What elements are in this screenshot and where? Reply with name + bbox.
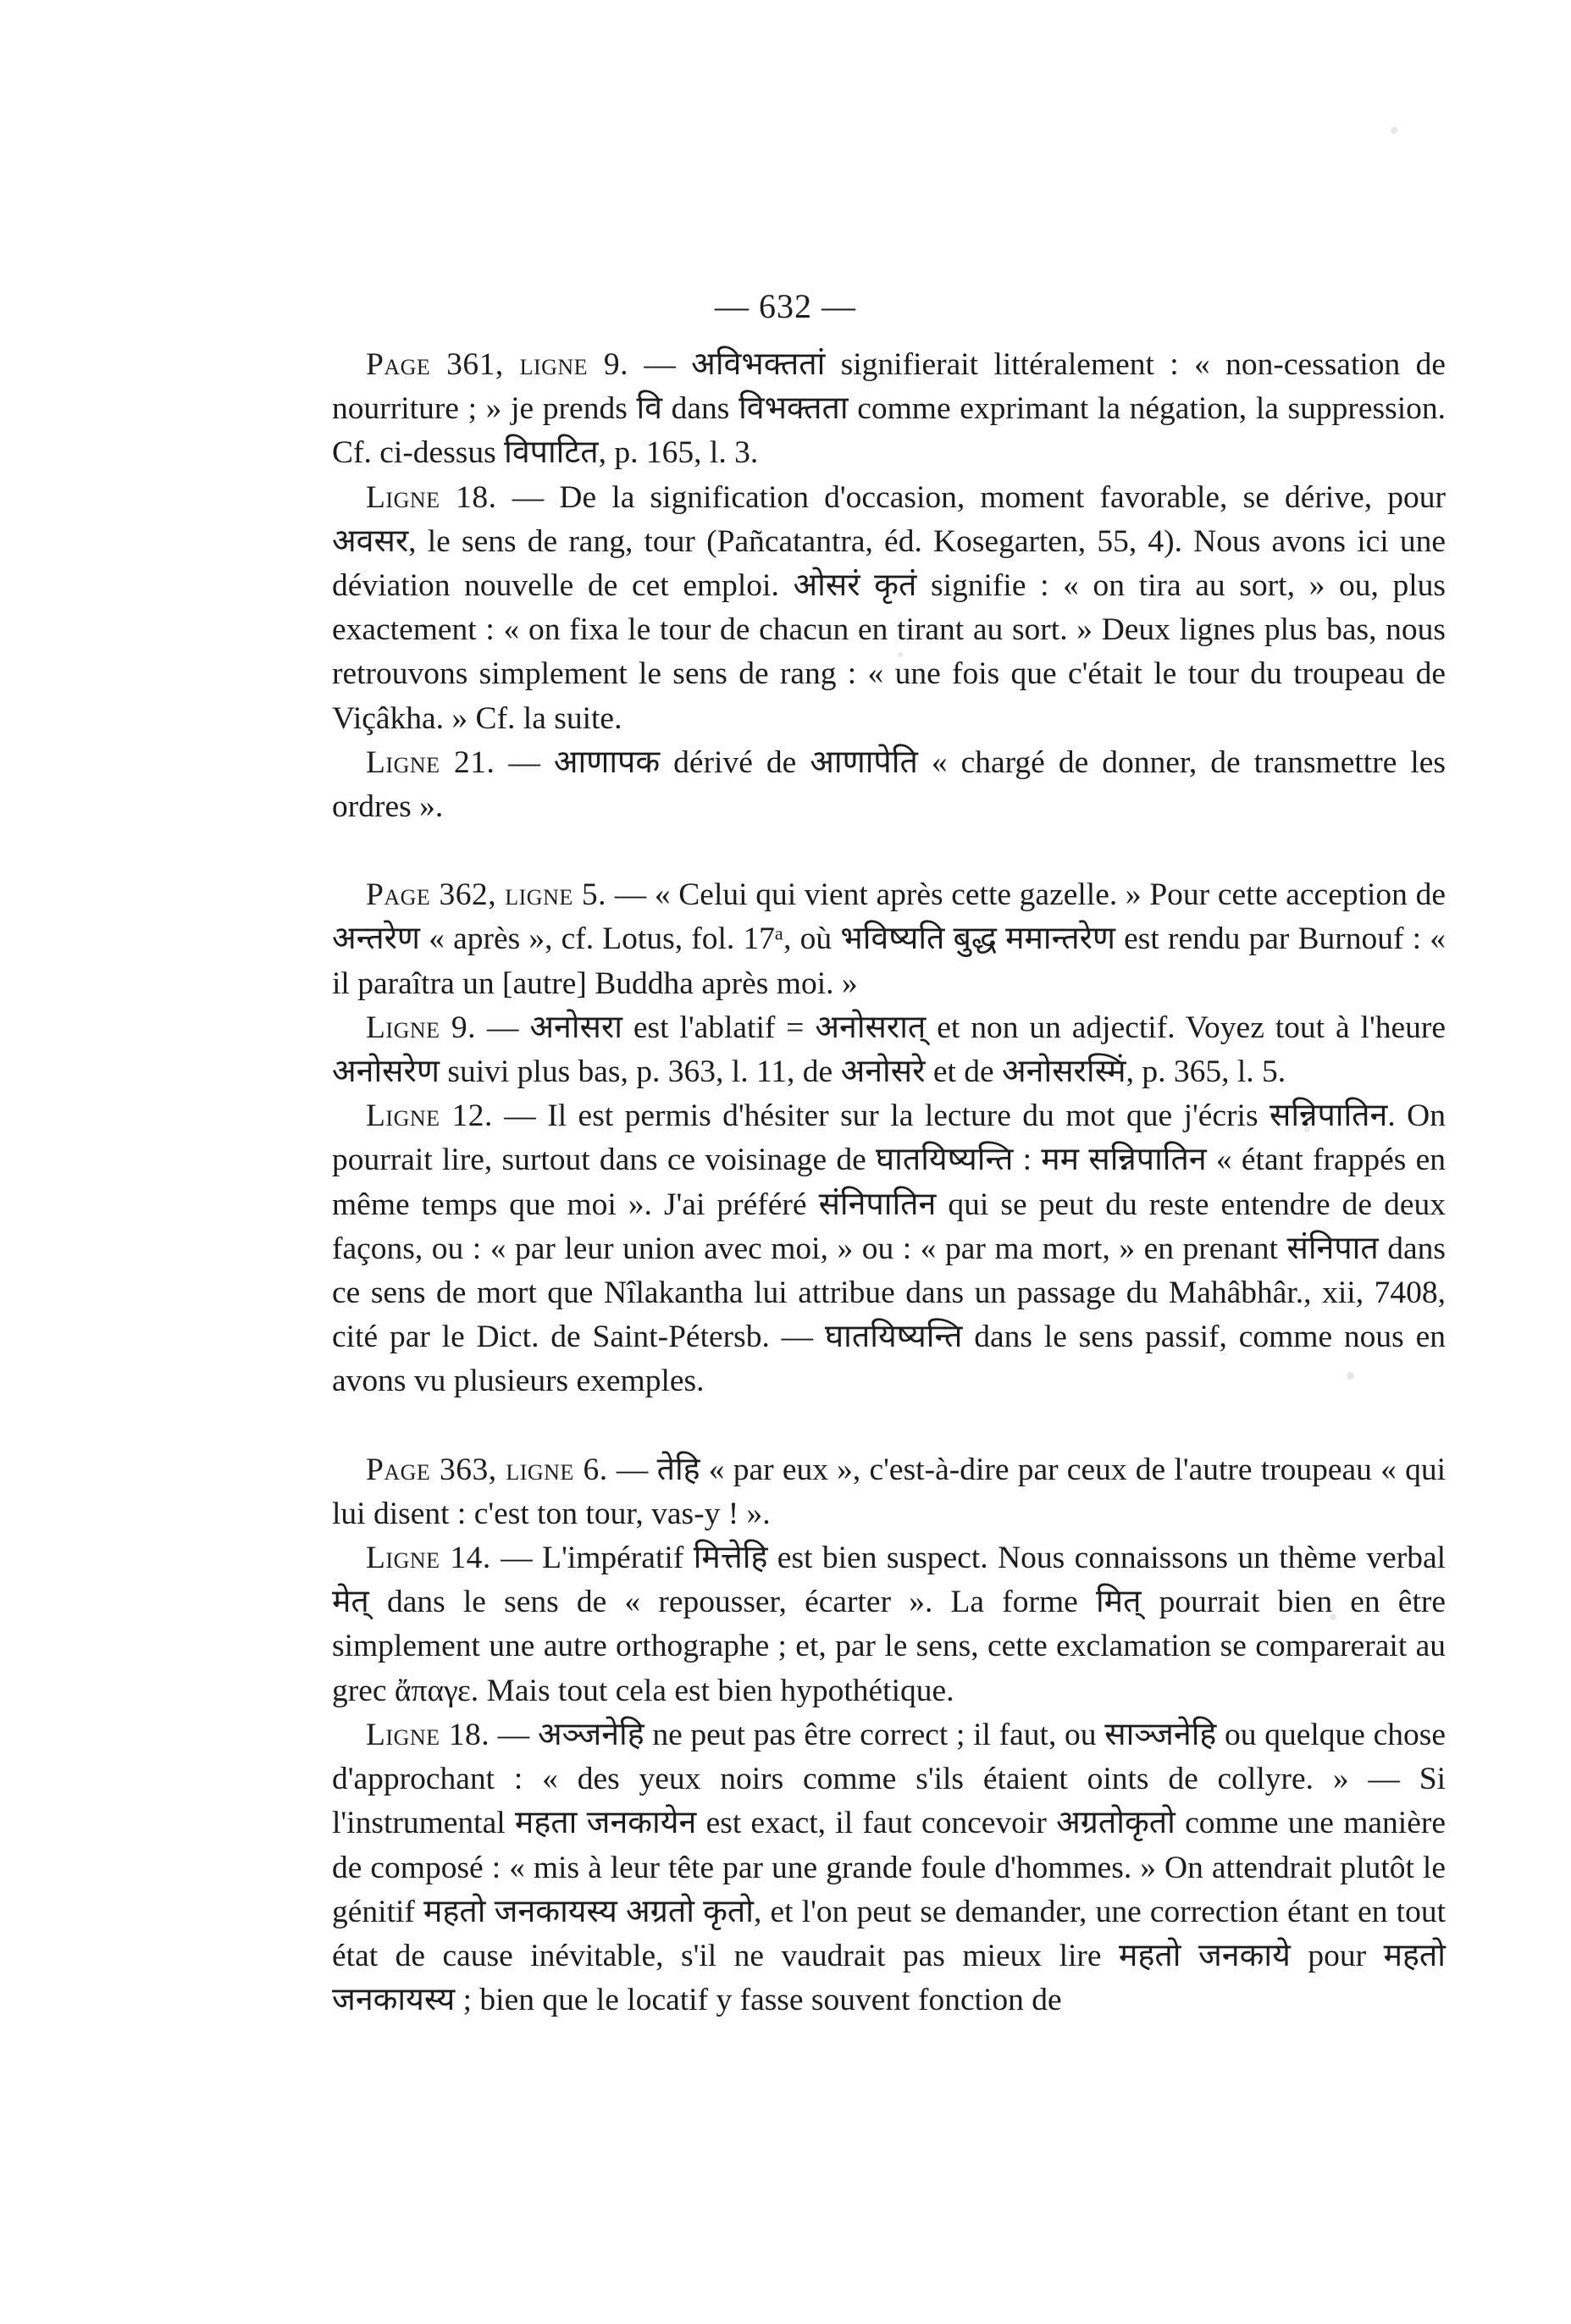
page-number: — 632 — [715,287,856,325]
note-entry [332,1536,1446,1713]
note-text: — L'impératif मित्तेहि est bien suspect. Nous connaissons un thème verbal मेत् dans le sens de « repousser, écarter ». La forme मित् pourrait bien en être simplement une autre orthographe ; et, par le sens, cette exclamation se comparerait au grec ἄπαγε. Mais tout cela est bien hypothétique. [332,1541,1447,1708]
note-text: — अञ्जनेहि ne peut pas être correct ; il faut, ou साञ्जनेहि ou quelque chose d'approchant : « des yeux noirs comme s'ils étaient oints de collyre. » — Si l'instrumental महता जनकायेन est exact, il faut concevoir अग्रतोकृतो comme une manière de composé : « mis à leur tête par une grande foule d'hommes. » On attendrait plutôt le génitif महतो जनकायस्य अग्रतो कृतो, et l'on peut se demander, une correction étant en tout état de cause inévitable, s'il ne vaudrait pas mieux lire महतो जनकाये pour महतो जनकायस्य ; bien que le locatif y fasse souvent fonction de [332,1717,1446,2018]
note-entry [332,343,1446,476]
note-entry [332,476,1446,741]
note-reference: Page 362, ligne 5. [366,877,607,913]
paper-speck [1391,127,1397,134]
note-text: — तेहि « par eux », c'est-à-dire par ceux de l'autre troupeau « qui lui disent : c'est ton tour, vas-y ! ». [332,1452,1447,1531]
note-reference: Ligne 18. [366,479,497,515]
note-reference: Ligne 12. [366,1098,493,1134]
note-text: — Il est permis d'hésiter sur la lecture du mot que j'écris सन्निपातिन. On pourrait lire, surtout dans ce voisinage de घातयिष्यन्ति : मम सन्निपातिन « étant frappés en même temps que moi ». J'ai préféré संनिपातिन qui se peut du reste entendre de deux façons, ou : « par leur union avec moi, » ou : « par ma mort, » en prenant संनिपात dans ce sens de mort que Nîlakantha lui attribue dans un passage du Mahâbhâr., xii, 7408, cité par le Dict. de Saint-Pétersb. — घातयिष्यन्ति dans le sens passif, comme nous en avons vu plusieurs exemples. [332,1098,1447,1399]
note-entry [332,1094,1446,1403]
note-reference: Ligne 14. [366,1541,491,1576]
note-entry [332,1006,1446,1094]
main-text [332,343,1446,2022]
note-reference: Page 363, ligne 6. [366,1452,608,1487]
note-reference: Ligne 21. [366,744,495,780]
note-reference: Ligne 18. [366,1717,490,1752]
note-entry [332,873,1446,1006]
note-text: — अविभक्ततां signifierait littéralement : « non-cessation de nourriture ; » je prends वि dans विभक्तता comme exprimant la négation, la suppression. Cf. ci-dessus विपाटित, p. 165, l. 3. [332,347,1447,471]
note-entry [332,741,1446,829]
section-gap [332,829,1446,873]
note-text: — « Celui qui vient après cette gazelle. » Pour cette acception de अन्तरेण « après », cf. Lotus, fol. 17ᵃ, où भविष्यति बुद्ध ममान्तरेण est rendu par Burnouf : « il paraîtra un [autre] Buddha après moi. » [332,877,1446,1001]
note-entry [332,1448,1446,1536]
note-text: — आणापक dérivé de आणापेति « chargé de donner, de transmettre les ordres ». [332,744,1447,825]
note-text: — अनोसरा est l'ablatif = अनोसरात् et non un adjectif. Voyez tout à l'heure अनोसरेण suivi plus bas, p. 363, l. 11, de अनोसरे et de अनोसरस्मिं, p. 365, l. 5. [332,1010,1447,1090]
note-text: — De la signification d'occasion, moment favorable, se dérive, pour अवसर, le sens de rang, tour (Pañcatantra, éd. Kosegarten, 55, 4). Nous avons ici une déviation nouvelle de cet emploi. ओसरं कृतं signifie : « on tira au sort, » ou, plus exactement : « on fixa le tour de chacun en tirant au sort. » Deux lignes plus bas, nous retrouvons simplement le sens de rang : « une fois que c'était le tour du troupeau de Viçâkha. » Cf. la suite. [332,479,1446,736]
section-gap [332,1404,1446,1448]
note-entry [332,1713,1446,2022]
note-reference: Page 361, ligne 9. [366,347,629,382]
note-reference: Ligne 9. [366,1010,477,1045]
